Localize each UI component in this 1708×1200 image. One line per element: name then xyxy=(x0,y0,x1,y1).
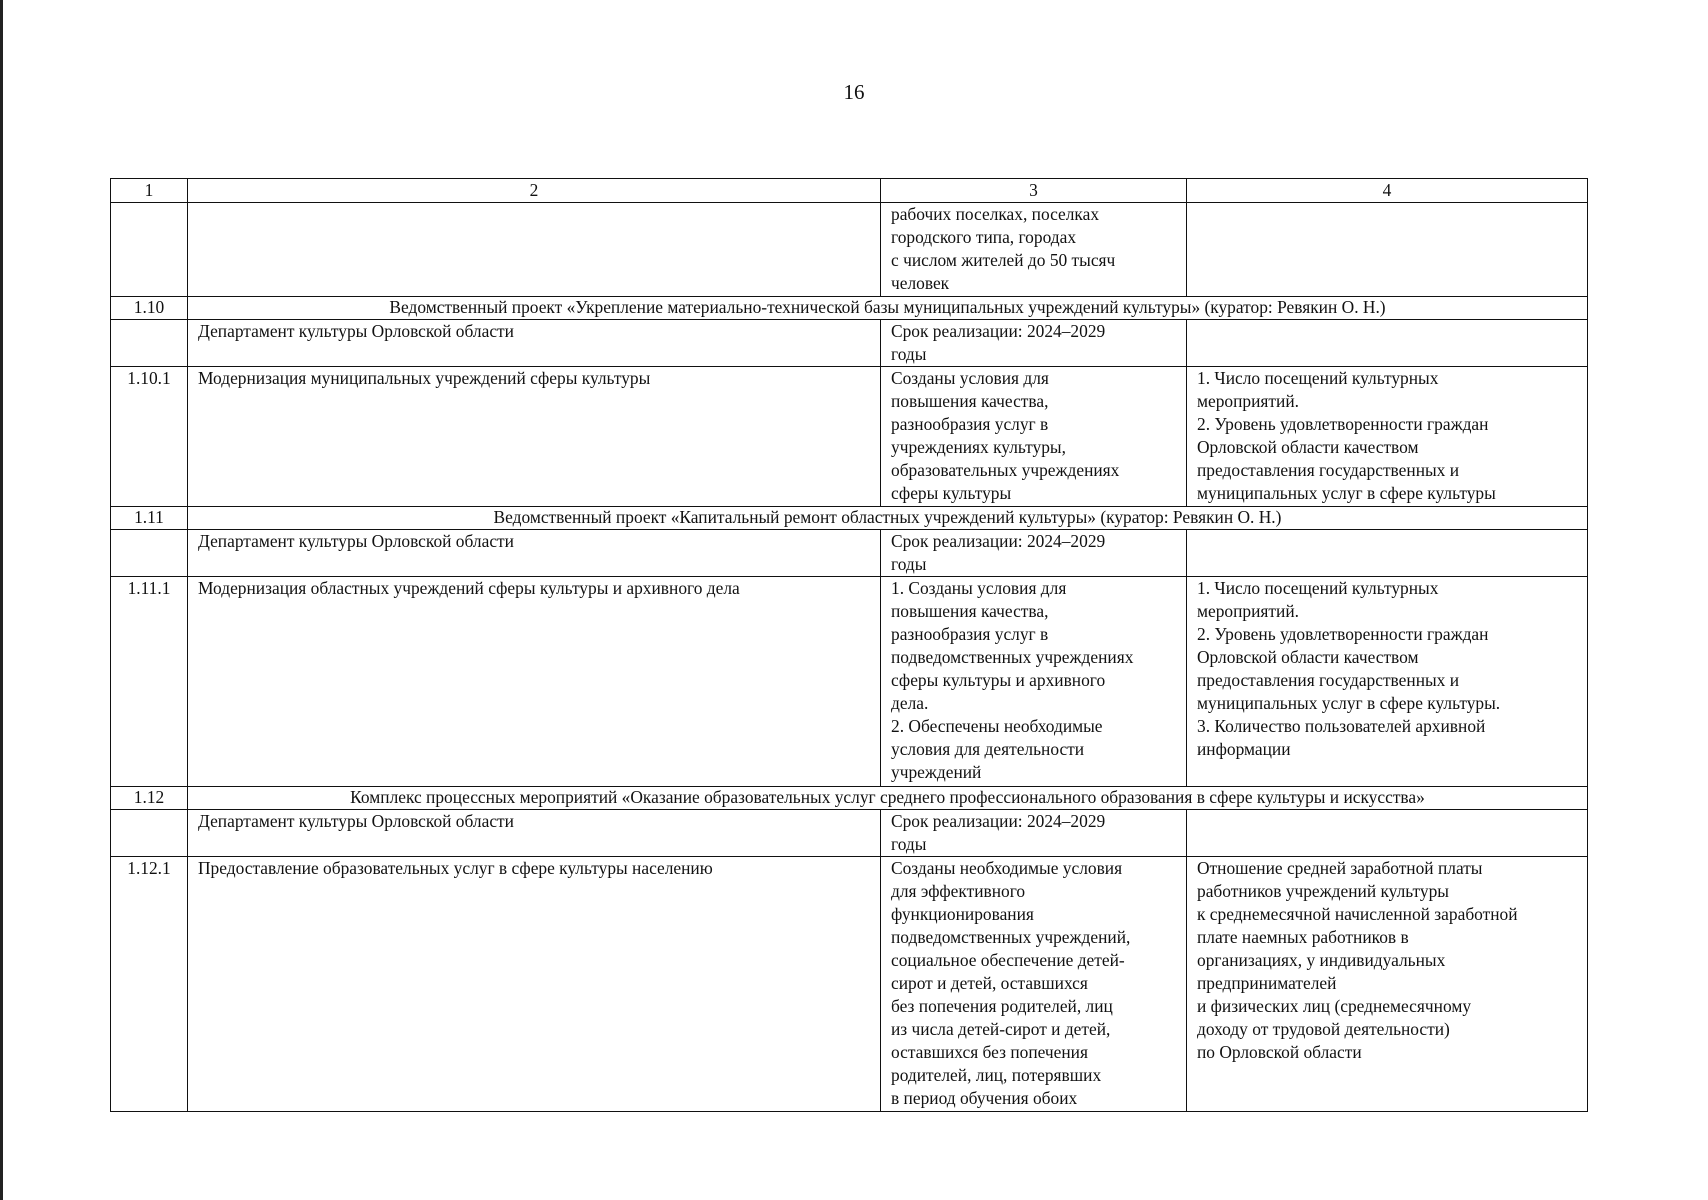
row-name xyxy=(188,203,881,297)
implementation-period: Срок реализации: 2024–2029 годы xyxy=(881,320,1187,367)
row-number xyxy=(111,810,188,857)
table-row-1-11-1 xyxy=(111,577,1588,787)
indicator-list: 1. Число посещений культурных мероприятий. 2. Уровень удовлетворенности граждан Орловской области качеством предоставления государственных и муниципальных услуг в сфере культуры. 3. Количество пользователей архивной информации xyxy=(1187,577,1588,787)
expected-result: 1. Созданы условия для повышения качества, разнообразия услуг в подведомственных учреждениях сферы культуры и архивного дела. 2. Обеспечены необходимые условия для деятельности учреждений xyxy=(881,577,1187,787)
section-row-1-12 xyxy=(111,787,1588,810)
page-number: 16 xyxy=(843,80,865,104)
section-title: Ведомственный проект «Укрепление материально-технической базы муниципальных учреждений культуры» (куратор: Ревякин О. Н.) xyxy=(188,297,1588,320)
implementation-period: Срок реализации: 2024–2029 годы xyxy=(881,530,1187,577)
program-table xyxy=(110,178,1588,1112)
indicator-list: Отношение средней заработной платы работников учреждений культуры к среднемесячной начисленной заработной плате наемных работников в организациях, у индивидуальных предпринимателей и физических лиц (среднемесячному доходу от трудовой деятельности) по Орловской области xyxy=(1187,857,1588,1112)
section-number: 1.11 xyxy=(111,507,188,530)
column-header-2: 2 xyxy=(188,179,881,203)
section-number: 1.12 xyxy=(111,787,188,810)
responsible-department: Департамент культуры Орловской области xyxy=(188,320,881,367)
row-number xyxy=(111,203,188,297)
department-row-1-10 xyxy=(111,320,1588,367)
department-row-1-11 xyxy=(111,530,1588,577)
scan-left-edge xyxy=(0,0,3,1200)
section-row-1-10 xyxy=(111,297,1588,320)
section-title: Ведомственный проект «Капитальный ремонт областных учреждений культуры» (куратор: Ревякин О. Н.) xyxy=(188,507,1588,530)
section-number: 1.10 xyxy=(111,297,188,320)
responsible-department: Департамент культуры Орловской области xyxy=(188,530,881,577)
table-row-continuation xyxy=(111,203,1588,297)
expected-result: Созданы условия для повышения качества, разнообразия услуг в учреждениях культуры, образовательных учреждениях сферы культуры xyxy=(881,367,1187,507)
table-row-1-10-1 xyxy=(111,367,1588,507)
task-name: Модернизация областных учреждений сферы культуры и архивного дела xyxy=(188,577,881,787)
column-header-4: 4 xyxy=(1187,179,1588,203)
task-name: Предоставление образовательных услуг в сфере культуры населению xyxy=(188,857,881,1112)
column-header-row xyxy=(111,179,1588,203)
table-row-1-12-1 xyxy=(111,857,1588,1112)
row-number: 1.11.1 xyxy=(111,577,188,787)
responsible-department: Департамент культуры Орловской области xyxy=(188,810,881,857)
indicator-list: 1. Число посещений культурных мероприятий. 2. Уровень удовлетворенности граждан Орловской области качеством предоставления государственных и муниципальных услуг в сфере культуры xyxy=(1187,367,1588,507)
department-row-1-12 xyxy=(111,810,1588,857)
row-result: рабочих поселках, поселках городского типа, городах с числом жителей до 50 тысяч человек xyxy=(881,203,1187,297)
row-indicator xyxy=(1187,203,1588,297)
row-number: 1.12.1 xyxy=(111,857,188,1112)
row-number: 1.10.1 xyxy=(111,367,188,507)
row-number xyxy=(111,530,188,577)
column-header-3: 3 xyxy=(881,179,1187,203)
column-header-1: 1 xyxy=(111,179,188,203)
section-title: Комплекс процессных мероприятий «Оказание образовательных услуг среднего профессионального образования в сфере культуры и искусства» xyxy=(188,787,1588,810)
row-indicator xyxy=(1187,530,1588,577)
task-name: Модернизация муниципальных учреждений сферы культуры xyxy=(188,367,881,507)
expected-result: Созданы необходимые условия для эффективного функционирования подведомственных учреждений, социальное обеспечение детей- сирот и детей, оставшихся без попечения родителей, лиц из числа детей-сирот и детей, оставшихся без попечения родителей, лиц, потерявших в период обучения обоих xyxy=(881,857,1187,1112)
section-row-1-11 xyxy=(111,507,1588,530)
row-indicator xyxy=(1187,320,1588,367)
row-indicator xyxy=(1187,810,1588,857)
implementation-period: Срок реализации: 2024–2029 годы xyxy=(881,810,1187,857)
row-number xyxy=(111,320,188,367)
